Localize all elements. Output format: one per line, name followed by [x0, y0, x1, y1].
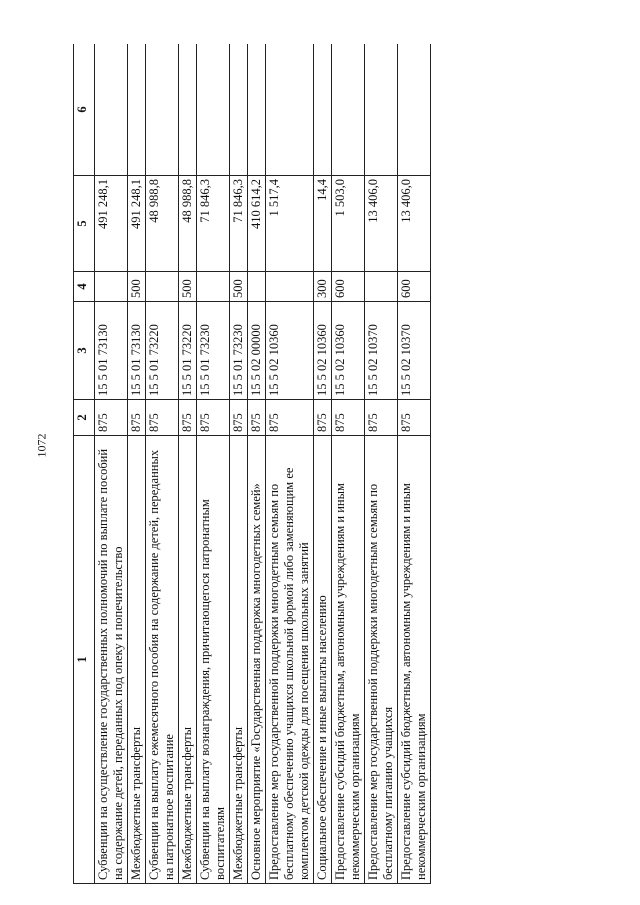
row-sum: 71 846,3	[230, 176, 248, 272]
row-name: Предоставление мер государственной поддержки многодетным семьям по бесплатному питанию учащихся	[365, 436, 398, 884]
row-vr: 500	[179, 272, 197, 302]
table-row	[128, 44, 146, 884]
row-vr	[95, 272, 128, 302]
table-row	[179, 44, 197, 884]
row-vr: 600	[332, 272, 365, 302]
row-extra	[146, 44, 179, 176]
row-grbs: 875	[332, 400, 365, 436]
row-grbs: 875	[179, 400, 197, 436]
row-grbs: 875	[146, 400, 179, 436]
table-row	[266, 44, 314, 884]
row-sum: 14,4	[314, 176, 332, 272]
row-vr	[146, 272, 179, 302]
row-sum: 1 517,4	[266, 176, 314, 272]
row-code: 15 5 02 00000	[248, 302, 266, 400]
row-vr	[266, 272, 314, 302]
row-name: Социальное обеспечение и иные выплаты населению	[314, 436, 332, 884]
header-col-2: 2	[74, 400, 95, 436]
row-sum: 71 846,3	[197, 176, 230, 272]
row-extra	[248, 44, 266, 176]
row-name: Предоставление субсидий бюджетным, автономным учреждениям и иным некоммерческим организациям	[398, 436, 431, 884]
row-extra	[332, 44, 365, 176]
row-sum: 1 503,0	[332, 176, 365, 272]
header-col-3: 3	[74, 302, 95, 400]
row-vr: 600	[398, 272, 431, 302]
row-code: 15 5 02 10370	[365, 302, 398, 400]
table-row	[197, 44, 230, 884]
row-code: 15 5 01 73230	[197, 302, 230, 400]
row-name: Межбюджетные трансферты	[230, 436, 248, 884]
row-name: Субвенции на осуществление государственных полномочий по выплате пособий на содержание детей, переданных под опеку и попечительство	[95, 436, 128, 884]
row-extra	[398, 44, 431, 176]
table-body	[95, 44, 431, 884]
row-code: 15 5 02 10360	[314, 302, 332, 400]
row-grbs: 875	[128, 400, 146, 436]
page-number: 1072	[34, 433, 49, 458]
row-grbs: 875	[95, 400, 128, 436]
table-row	[398, 44, 431, 884]
table-row	[230, 44, 248, 884]
row-code: 15 5 01 73130	[128, 302, 146, 400]
row-name: Основное мероприятие «Государственная поддержка многодетных семей»	[248, 436, 266, 884]
row-vr: 500	[230, 272, 248, 302]
row-name: Предоставление мер государственной поддержки многодетным семьям по бесплатному обеспечению учащихся школьной формой либо заменяющим ее комплектом детской одежды для посещения школьных занятий	[266, 436, 314, 884]
row-sum: 491 248,1	[128, 176, 146, 272]
header-col-5: 5	[74, 176, 95, 272]
row-grbs: 875	[314, 400, 332, 436]
row-code: 15 5 02 10360	[266, 302, 314, 400]
row-name: Межбюджетные трансферты	[128, 436, 146, 884]
row-sum: 13 406,0	[398, 176, 431, 272]
row-code: 15 5 01 73220	[146, 302, 179, 400]
row-grbs: 875	[365, 400, 398, 436]
row-extra	[230, 44, 248, 176]
row-sum: 491 248,1	[95, 176, 128, 272]
table-row	[314, 44, 332, 884]
row-vr: 500	[128, 272, 146, 302]
row-name: Субвенции на выплату ежемесячного пособия на содержание детей, переданных на патронатное воспитание	[146, 436, 179, 884]
row-code: 15 5 02 10370	[398, 302, 431, 400]
rotated-table-area	[73, 44, 593, 884]
row-extra	[314, 44, 332, 176]
row-extra	[95, 44, 128, 176]
table-row	[248, 44, 266, 884]
row-grbs: 875	[230, 400, 248, 436]
table-holder	[73, 44, 593, 884]
row-vr	[197, 272, 230, 302]
row-name: Предоставление субсидий бюджетным, автономным учреждениям и иным некоммерческим организациям	[332, 436, 365, 884]
row-vr: 300	[314, 272, 332, 302]
table-row	[146, 44, 179, 884]
header-col-1: 1	[74, 436, 95, 884]
row-sum: 410 614,2	[248, 176, 266, 272]
table-row	[365, 44, 398, 884]
row-name: Межбюджетные трансферты	[179, 436, 197, 884]
row-vr	[248, 272, 266, 302]
row-code: 15 5 02 10360	[332, 302, 365, 400]
header-col-6: 6	[74, 44, 95, 176]
row-extra	[128, 44, 146, 176]
row-grbs: 875	[398, 400, 431, 436]
row-grbs: 875	[248, 400, 266, 436]
row-extra	[179, 44, 197, 176]
header-col-4: 4	[74, 272, 95, 302]
table-row	[332, 44, 365, 884]
row-code: 15 5 01 73130	[95, 302, 128, 400]
row-sum: 48 988,8	[146, 176, 179, 272]
row-code: 15 5 01 73230	[230, 302, 248, 400]
budget-table	[73, 44, 431, 884]
row-name: Субвенции на выплату вознаграждения, причитающегося патронатным воспитателям	[197, 436, 230, 884]
row-grbs: 875	[266, 400, 314, 436]
table-row	[95, 44, 128, 884]
row-sum: 48 988,8	[179, 176, 197, 272]
row-vr	[365, 272, 398, 302]
row-sum: 13 406,0	[365, 176, 398, 272]
row-grbs: 875	[197, 400, 230, 436]
row-extra	[266, 44, 314, 176]
row-extra	[365, 44, 398, 176]
header-row	[74, 44, 95, 884]
row-code: 15 5 01 73220	[179, 302, 197, 400]
row-extra	[197, 44, 230, 176]
